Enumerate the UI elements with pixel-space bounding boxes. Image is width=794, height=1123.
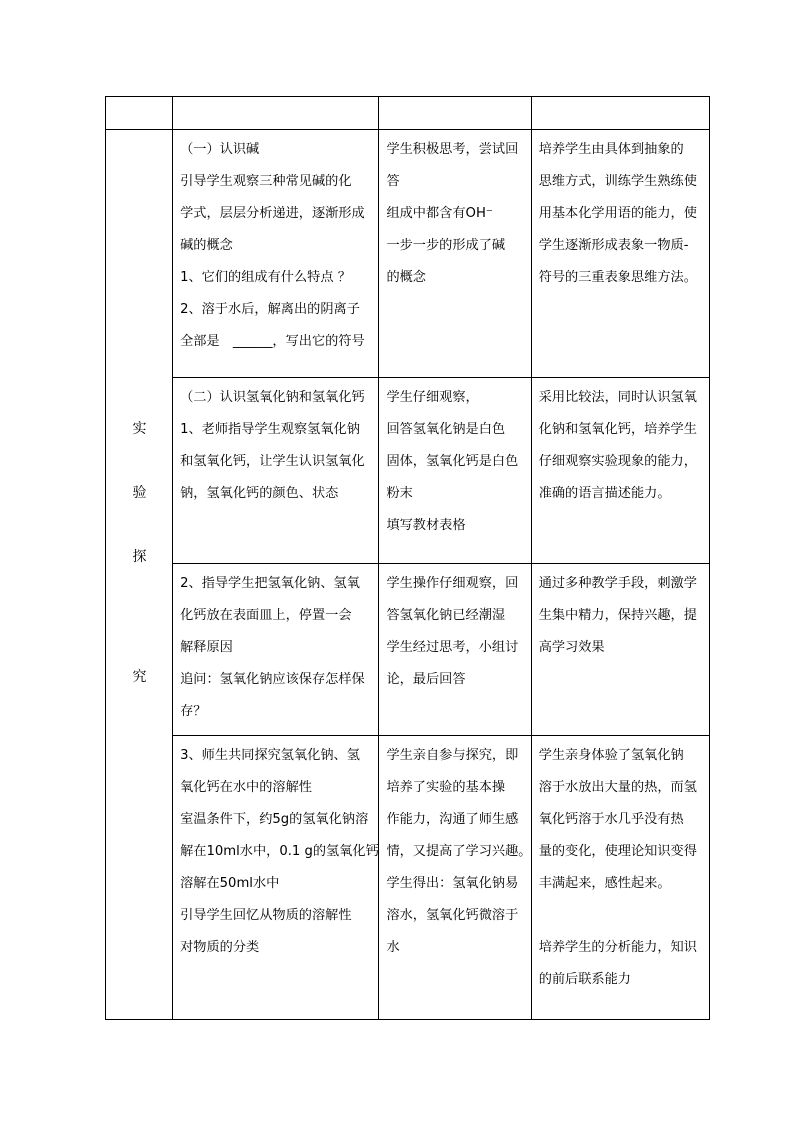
- text-line: 丰满起来，感性起来。: [538, 876, 671, 891]
- text-line: 论，最后回答: [386, 672, 466, 687]
- design-purpose-cell: [531, 378, 709, 564]
- text-line: 学生积极思考，尝试回: [386, 142, 519, 157]
- text-line: 室温条件下，约5g的氢氧化钠溶: [180, 812, 369, 827]
- text-line: 化钠和氢氧化钙，培养学生: [538, 422, 697, 437]
- section-label-char: 实: [132, 421, 147, 437]
- design-purpose-cell: [531, 736, 709, 1020]
- table-row: [106, 736, 710, 1020]
- text-line: 解释原因: [180, 640, 233, 655]
- text-line: 1、老师指导学生观察氢氧化钠: [180, 422, 360, 437]
- text-line: 2、溶于水后，解离出的阴离子: [180, 302, 360, 317]
- text-line: 情，又提高了学习兴趣。: [386, 844, 532, 859]
- teacher-activity-cell: [173, 564, 379, 736]
- teacher-activity-cell: [173, 736, 379, 1020]
- section-label-cell: [106, 130, 173, 1020]
- text-line: 作能力，沟通了师生感: [386, 812, 519, 827]
- text-line: 学生亲身体验了氢氧化钠: [538, 748, 684, 763]
- text-line: 水: [386, 940, 400, 955]
- section-label-char: 验: [132, 485, 147, 501]
- text-line: 1、它们的组成有什么特点 ？: [180, 270, 351, 285]
- text-line: 追问：氢氧化钠应该保存怎样保: [180, 672, 365, 687]
- design-purpose-cell: [531, 564, 709, 736]
- table-row: [106, 564, 710, 736]
- header-cell-1: [106, 97, 173, 130]
- text-line: 学生操作仔细观察，回: [386, 576, 519, 591]
- text-line: 思维方式，训练学生熟练使: [538, 174, 697, 189]
- table-row: [106, 378, 710, 564]
- header-cell-2: [173, 97, 379, 130]
- text-line: 存？: [180, 704, 207, 719]
- text-line: 碱的概念: [180, 238, 233, 253]
- text-line: 固体，氢氧化钙是白色: [386, 454, 519, 469]
- text-line: 答: [386, 174, 400, 189]
- header-cell-3: [379, 97, 531, 130]
- text-line: 学生得出：氢氧化钠易: [386, 876, 519, 891]
- text-line: 量的变化，使理论知识变得: [538, 844, 697, 859]
- student-activity-cell: [379, 378, 531, 564]
- text-line: 回答氢氧化钠是白色: [386, 422, 506, 437]
- text-line: 全部是 ______，写出它的符号: [180, 334, 365, 349]
- text-line: 氧化钙在水中的溶解性: [180, 780, 312, 795]
- text-line: 学生亲自参与探究，即: [386, 748, 519, 763]
- text-line: 仔细观察实验现象的能力，: [538, 454, 697, 469]
- text-line: 高学习效果: [538, 640, 605, 655]
- text-line: 通过多种教学手段，刺激学: [538, 576, 697, 591]
- text-line: 学生经过思考，小组讨: [386, 640, 519, 655]
- text-line: 氧化钙溶于水几乎没有热: [538, 812, 684, 827]
- table-row: [106, 130, 710, 378]
- teacher-activity-cell: [173, 378, 379, 564]
- header-cell-4: [531, 97, 709, 130]
- text-line: 引导学生观察三种常见碱的化: [180, 174, 352, 189]
- text-line: 溶解在50ml水中: [180, 876, 280, 891]
- text-line: 用基本化学用语的能力，使: [538, 206, 697, 221]
- text-line: 符号的三重表象思维方法。: [538, 270, 697, 285]
- lesson-plan-table: [105, 96, 710, 1020]
- student-activity-cell: [379, 736, 531, 1020]
- text-line: 答氢氧化钠已经潮湿: [386, 608, 506, 623]
- text-line: 学式，层层分析递进，逐渐形成: [180, 206, 365, 221]
- text-line: 填写教材表格: [386, 518, 466, 533]
- text-line: 钠，氢氧化钙的颜色、状态: [180, 486, 339, 501]
- teacher-activity-cell: [173, 130, 379, 378]
- text-line: 培养学生由具体到抽象的: [538, 142, 684, 157]
- student-activity-cell: [379, 130, 531, 378]
- design-purpose-cell: [531, 130, 709, 378]
- text-line: 一步一步的形成了碱: [386, 238, 506, 253]
- student-activity-cell: [379, 564, 531, 736]
- text-line: 采用比较法，同时认识氢氧: [538, 390, 697, 405]
- text-line: 溶于水放出大量的热，而氢: [538, 780, 697, 795]
- text-line: 化钙放在表面皿上，停置一会: [180, 608, 352, 623]
- text-line: 的概念: [386, 270, 426, 285]
- text-line: 溶水，氢氧化钙微溶于: [386, 908, 519, 923]
- text-line: 3、师生共同探究氢氧化钠、氢: [180, 748, 360, 763]
- text-line: [539, 900, 704, 932]
- header-row: [106, 97, 710, 130]
- text-line: 2、指导学生把氢氧化钠、氢氧: [180, 576, 360, 591]
- text-line: 解在10ml水中，0.1 g的氢氧化钙: [180, 844, 379, 859]
- text-line: 引导学生回忆从物质的溶解性: [180, 908, 352, 923]
- text-line: 粉末: [386, 486, 413, 501]
- text-line: 学生逐渐形成表象一物质-: [538, 238, 689, 253]
- text-line: 学生仔细观察，: [386, 390, 479, 405]
- section-label-char: 究: [132, 669, 147, 685]
- text-line: 培养了实验的基本操: [386, 780, 506, 795]
- text-line: 对物质的分类: [180, 940, 260, 955]
- text-line: （一）认识碱: [180, 142, 260, 157]
- text-line: 和氢氧化钙，让学生认识氢氧化: [180, 454, 365, 469]
- text-line: 组成中都含有OH⁻: [386, 206, 493, 221]
- text-line: 培养学生的分析能力，知识: [538, 940, 697, 955]
- text-line: 生集中精力，保持兴趣，提: [538, 608, 697, 623]
- section-label-char: 探: [132, 549, 147, 565]
- text-line: （二）认识氢氧化钠和氢氧化钙: [180, 390, 365, 405]
- text-line: 准确的语言描述能力。: [538, 486, 671, 501]
- text-line: 的前后联系能力: [538, 972, 631, 987]
